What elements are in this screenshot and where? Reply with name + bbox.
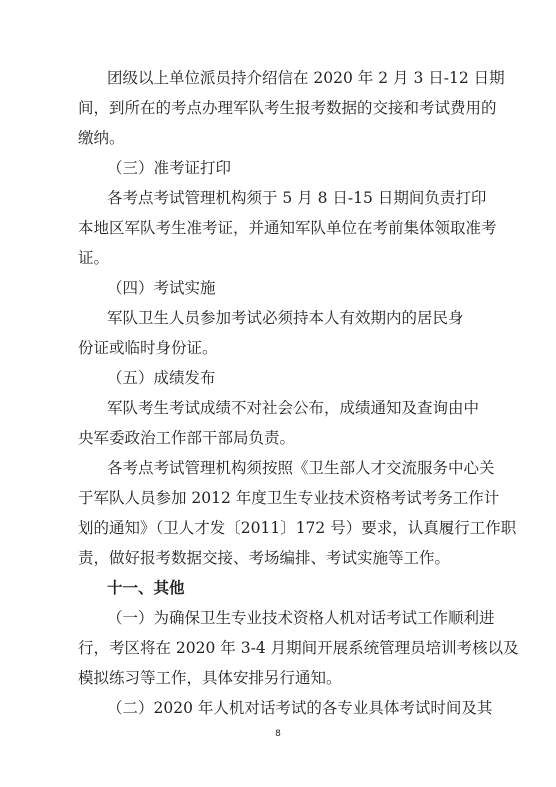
paragraph-line: 份证或临时身份证。: [78, 339, 218, 357]
section-heading: （五）成绩发布: [107, 369, 216, 387]
section-heading: （四）考试实施: [107, 279, 216, 297]
paragraph-line: 证。: [78, 249, 110, 267]
page-number: 8: [275, 729, 281, 739]
paragraph-line: 模拟练习等工作，具体安排另行通知。: [78, 669, 342, 687]
paragraph-line: （一）为确保卫生专业技术资格人机对话考试工作顺利进: [107, 609, 495, 627]
chapter-heading: 十一、其他: [107, 578, 185, 597]
paragraph-line: 缴纳。: [78, 129, 125, 147]
paragraph-line: 本地区军队考生准考证，并通知军队单位在考前集体领取准考: [78, 219, 497, 237]
paragraph-line: 团级以上单位派员持介绍信在 2020 年 2 月 3 日-12 日期: [107, 69, 505, 87]
paragraph-line: 行，考区将在 2020 年 3-4 月期间开展系统管理员培训考核以及: [78, 639, 519, 657]
paragraph-line: 各考点考试管理机构须按照《卫生部人才交流服务中心关: [107, 459, 495, 477]
paragraph-line: 央军委政治工作部干部局负责。: [78, 429, 296, 447]
paragraph-line: 军队卫生人员参加考试必须持本人有效期内的居民身: [107, 309, 464, 327]
section-heading: （三）准考证打印: [107, 159, 232, 177]
paragraph-line: （二）2020 年人机对话考试的各专业具体考试时间及其: [107, 699, 493, 717]
paragraph-line: 间，到所在的考点办理军队考生报考数据的交接和考试费用的: [78, 99, 497, 117]
paragraph-line: 划的通知》（卫人才发〔2011〕172 号）要求，认真履行工作职: [78, 519, 517, 537]
paragraph-line: 各考点考试管理机构须于 5 月 8 日-15 日期间负责打印: [107, 189, 487, 207]
paragraph-line: 军队考生考试成绩不对社会公布，成绩通知及查询由中: [107, 399, 480, 417]
paragraph-line: 责，做好报考数据交接、考场编排、考试实施等工作。: [78, 549, 451, 567]
paragraph-line: 于军队人员参加 2012 年度卫生专业技术资格考试考务工作计: [78, 489, 500, 507]
